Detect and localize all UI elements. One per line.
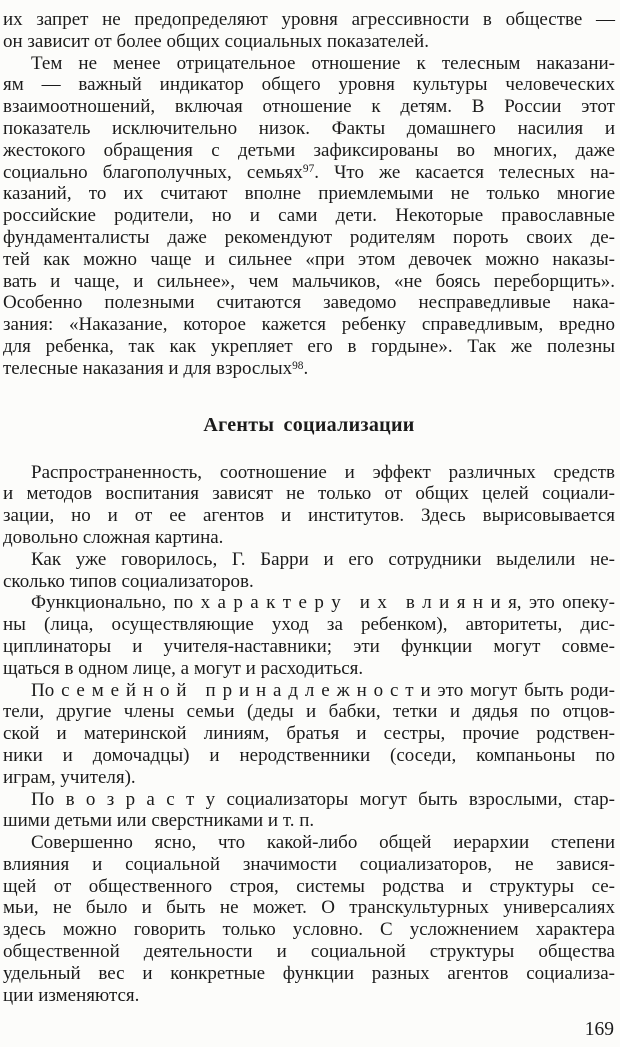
footnote-marker: 98 bbox=[292, 359, 304, 372]
page-number: 169 bbox=[584, 1019, 614, 1040]
paragraph bbox=[3, 680, 615, 789]
paragraph bbox=[3, 789, 615, 833]
paragraph bbox=[3, 462, 615, 549]
text-line: для ребенка, так как укрепляет его в гордыне». Так же полезны bbox=[3, 335, 615, 357]
text-line: довольно сложная картина. bbox=[3, 526, 224, 548]
text-line: удельный вес и конкретные функции разных агентов социализа- bbox=[3, 962, 615, 984]
text-line: играм, учителя). bbox=[3, 766, 136, 788]
text-line: ской и материнской линиям, братья и сестры, прочие родствен- bbox=[3, 723, 615, 745]
text-line: зания: «Наказание, которое кажется ребенку справедливым, вредно bbox=[3, 314, 615, 336]
text-line: взаимоотношений, включая отношение к детям. В России этот bbox=[3, 96, 615, 118]
text-line: российские родители, но и сами дети. Некоторые православные bbox=[3, 205, 615, 227]
text-line: ям — важный индикатор общего уровня культуры человеческих bbox=[3, 74, 615, 96]
text-line: и методов воспитания зависят не только от общих целей социали- bbox=[3, 483, 615, 505]
section-heading: Агенты социализации bbox=[203, 413, 415, 436]
text-line: По в о з р а с т у социализаторы могут быть взрослыми, стар- bbox=[31, 788, 615, 810]
text-line: казаний, то их считают вполне приемлемыми не только многие bbox=[3, 183, 615, 205]
text-line: Тем не менее отрицательное отношение к телесным наказани- bbox=[31, 52, 615, 74]
text-line: жестокого обращения с детьми зафиксированы во многих, даже bbox=[3, 139, 615, 161]
text-line: ции изменяются. bbox=[3, 984, 140, 1006]
text-line: сколько типов социализаторов. bbox=[3, 570, 254, 592]
text-line: Распространенность, соотношение и эффект различных средств bbox=[31, 461, 615, 483]
paragraph bbox=[3, 53, 615, 380]
text-line: тели, другие члены семьи (деды и бабки, тетки и дядья по отцов- bbox=[3, 701, 615, 723]
text-line: щаться в одном лице, а могут и расходиться. bbox=[3, 657, 364, 679]
text-line: показатель исключительно низок. Факты домашнего насилия и bbox=[3, 117, 615, 139]
text-line: По с е м е й н о й п р и н а д л е ж н о с т и это могут быть роди- bbox=[31, 679, 615, 701]
footnote-marker: 97 bbox=[302, 163, 315, 176]
text-line: щей от общественного строя, системы родства и структуры се- bbox=[3, 875, 615, 897]
text-line: их запрет не предопределяют уровня агрессивности в обществе — bbox=[3, 9, 615, 30]
text-line: Особенно полезными считаются заведомо несправедливые нака- bbox=[3, 292, 615, 314]
text-line: здесь можно говорить только условно. С усложнением характера bbox=[3, 919, 615, 941]
text-line: телесные наказания и для взрослых$^{98}$. bbox=[3, 357, 309, 379]
text-line: мьи, не было и быть не может. О транскультурных универсалиях bbox=[3, 897, 615, 919]
text-line: Как уже говорилось, Г. Барри и его сотрудники выделили не- bbox=[31, 548, 615, 570]
text-line: ны (лица, осуществляющие уход за ребенком), авторитеты, дис- bbox=[3, 614, 615, 636]
text-line: вать и чаще, и сильнее», чем мальчиков, «не боясь переборщить». bbox=[3, 270, 615, 292]
paragraph bbox=[3, 9, 615, 53]
text-line: ники и домочадцы) и неродственники (соседи, компаньоны по bbox=[3, 744, 615, 766]
text-line: влияния и социальной значимости социализаторов, не завися- bbox=[3, 853, 615, 875]
text-line: Совершенно ясно, что какой-либо общей иерархии степени bbox=[31, 832, 615, 854]
paragraph bbox=[3, 832, 615, 1006]
text-line: шими детьми или сверстниками и т. п. bbox=[3, 810, 315, 832]
paragraph bbox=[3, 549, 615, 593]
text-line: фундаменталисты даже рекомендуют родителям пороть своих де- bbox=[3, 226, 615, 248]
text-line: циплинаторы и учителя-наставники; эти функции могут совме- bbox=[3, 635, 615, 657]
text-line: зации, но и от ее агентов и институтов. Здесь вырисовывается bbox=[3, 505, 615, 527]
paragraph bbox=[3, 592, 615, 679]
text-block bbox=[3, 9, 615, 1006]
text-line: общественной деятельности и социальной структуры общества bbox=[3, 941, 615, 963]
text-line: тей как можно чаще и сильнее «при этом девочек можно наказы- bbox=[3, 248, 615, 270]
text-line: он зависит от более общих социальных показателей. bbox=[3, 30, 429, 52]
text-line: Функционально, по х а р а к т е р у и х в л и я н и я, это опеку- bbox=[31, 592, 615, 614]
text-line: социально благополучных, семьях$^{97}$. Что же касается телесных на- bbox=[3, 161, 615, 183]
